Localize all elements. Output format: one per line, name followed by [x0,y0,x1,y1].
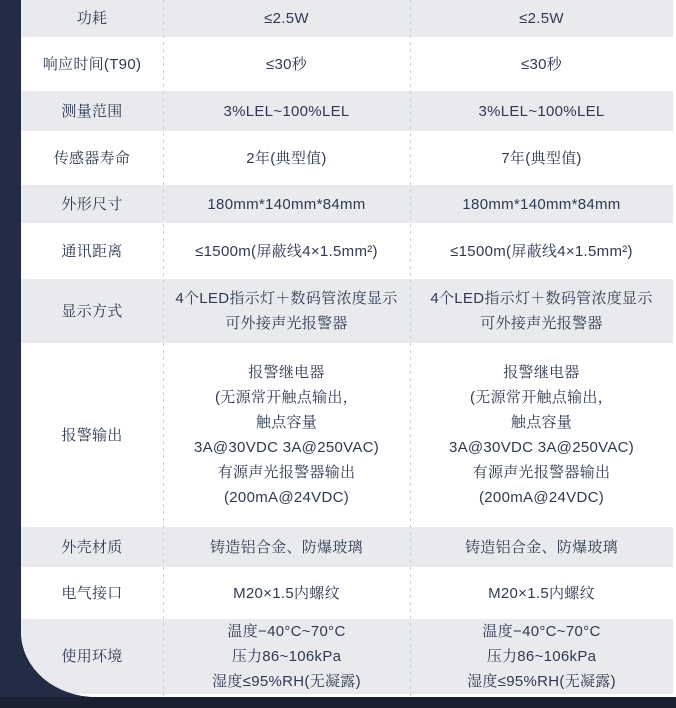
spec-value-line: 温度−40°C~70°C [482,623,601,640]
spec-value-line: 有源声光报警器输出 [217,464,356,481]
table-row [21,524,673,570]
spec-label [21,226,163,276]
spec-label [21,346,163,524]
table-row [21,0,673,40]
spec-label [21,0,163,37]
spec-label-text: 测量范围 [61,102,123,120]
spec-value-line: ≤30秒 [265,55,308,73]
spec-value-line: 可外接声光报警器 [480,315,603,332]
spec-value-line: 7年(典型值) [501,149,582,167]
spec-value-line: M20×1.5内螺纹 [233,584,340,602]
spec-value-line: M20×1.5内螺纹 [488,584,595,602]
table-row [21,134,673,182]
spec-value-line: 4个LED指示灯＋数码管浓度显示 [430,290,653,307]
spec-value-col2 [410,279,673,343]
spec-label-text: 通讯距离 [61,242,123,260]
spec-value-line: 触点容量 [510,414,573,431]
spec-label-text: 显示方式 [61,302,123,320]
bottom-bar [0,697,676,708]
left-accent-strip [0,0,21,708]
spec-table-card [21,0,676,697]
spec-value-line: 湿度≤95%RH(无凝露) [212,673,361,690]
spec-value-col1 [163,279,410,343]
spec-label [21,134,163,182]
spec-label [21,527,163,567]
spec-value-col2 [410,226,673,276]
spec-value-line: 触点容量 [255,414,318,431]
spec-table [21,0,673,697]
spec-value-line: ≤1500m(屏蔽线4×1.5mm²) [450,242,633,260]
spec-value-line: 3%LEL~100%LEL [223,102,350,120]
spec-value-line: 铸造铝合金、防爆玻璃 [209,538,363,556]
table-row [21,346,673,524]
spec-value-line: (无源常开触点输出， [470,389,613,406]
spec-label-text: 外形尺寸 [61,195,123,213]
table-row [21,616,673,697]
spec-label-text: 报警输出 [61,426,123,444]
spec-value-col1 [163,134,410,182]
spec-label-text: 功耗 [76,10,108,27]
spec-value-col1 [163,0,410,37]
spec-value-line: (200mA@24VDC) [479,489,604,506]
spec-value-col2 [410,185,673,223]
spec-label [21,91,163,131]
spec-value-line: 4个LED指示灯＋数码管浓度显示 [175,290,398,307]
spec-value-line: 铸造铝合金、防爆玻璃 [464,538,618,556]
table-row [21,226,673,276]
spec-value-col1 [163,91,410,131]
spec-value-line: 温度−40°C~70°C [227,623,346,640]
spec-label [21,185,163,223]
spec-value-line: (200mA@24VDC) [224,489,349,506]
spec-value-line: ≤2.5W [264,10,309,27]
spec-value-line: 180mm*140mm*84mm [462,195,621,213]
spec-value-col2 [410,40,673,88]
spec-value-col1 [163,570,410,616]
spec-value-line: 报警继电器 [503,364,580,381]
spec-value-col2 [410,527,673,567]
spec-label-text: 电气接口 [61,584,123,602]
spec-label-text: 传感器寿命 [53,149,131,167]
spec-label [21,40,163,88]
spec-value-line: ≤2.5W [519,10,564,27]
spec-value-col2 [410,346,673,524]
spec-value-col1 [163,185,410,223]
spec-value-line: 3%LEL~100%LEL [478,102,605,120]
spec-value-col1 [163,619,410,694]
spec-value-line: 3A@30VDC 3A@250VAC) [448,439,635,456]
spec-value-col2 [410,619,673,694]
spec-value-col1 [163,226,410,276]
spec-value-col1 [163,40,410,88]
spec-label [21,619,163,694]
spec-label [21,570,163,616]
spec-label-text: 响应时间(T90) [42,55,142,73]
spec-value-line: (无源常开触点输出， [215,389,358,406]
spec-label-text: 外壳材质 [61,538,123,556]
spec-label-text: 使用环境 [61,648,123,665]
spec-value-line: 3A@30VDC 3A@250VAC) [193,439,380,456]
spec-value-line: 有源声光报警器输出 [472,464,611,481]
spec-value-line: 湿度≤95%RH(无凝露) [467,673,616,690]
spec-value-line: 压力86~106kPa [486,648,597,665]
spec-value-col1 [163,527,410,567]
spec-value-line: 180mm*140mm*84mm [207,195,366,213]
spec-value-line: 报警继电器 [248,364,325,381]
spec-label [21,279,163,343]
table-row [21,40,673,88]
spec-value-line: ≤30秒 [520,55,563,73]
spec-value-col2 [410,0,673,37]
spec-value-col2 [410,570,673,616]
spec-value-line: 可外接声光报警器 [225,315,348,332]
spec-value-line: 压力86~106kPa [231,648,342,665]
spec-value-line: 2年(典型值) [246,149,327,167]
spec-value-col1 [163,346,410,524]
spec-value-col2 [410,134,673,182]
table-row [21,570,673,616]
table-row [21,88,673,134]
table-row [21,182,673,226]
spec-value-col2 [410,91,673,131]
table-row [21,276,673,346]
spec-value-line: ≤1500m(屏蔽线4×1.5mm²) [195,242,378,260]
